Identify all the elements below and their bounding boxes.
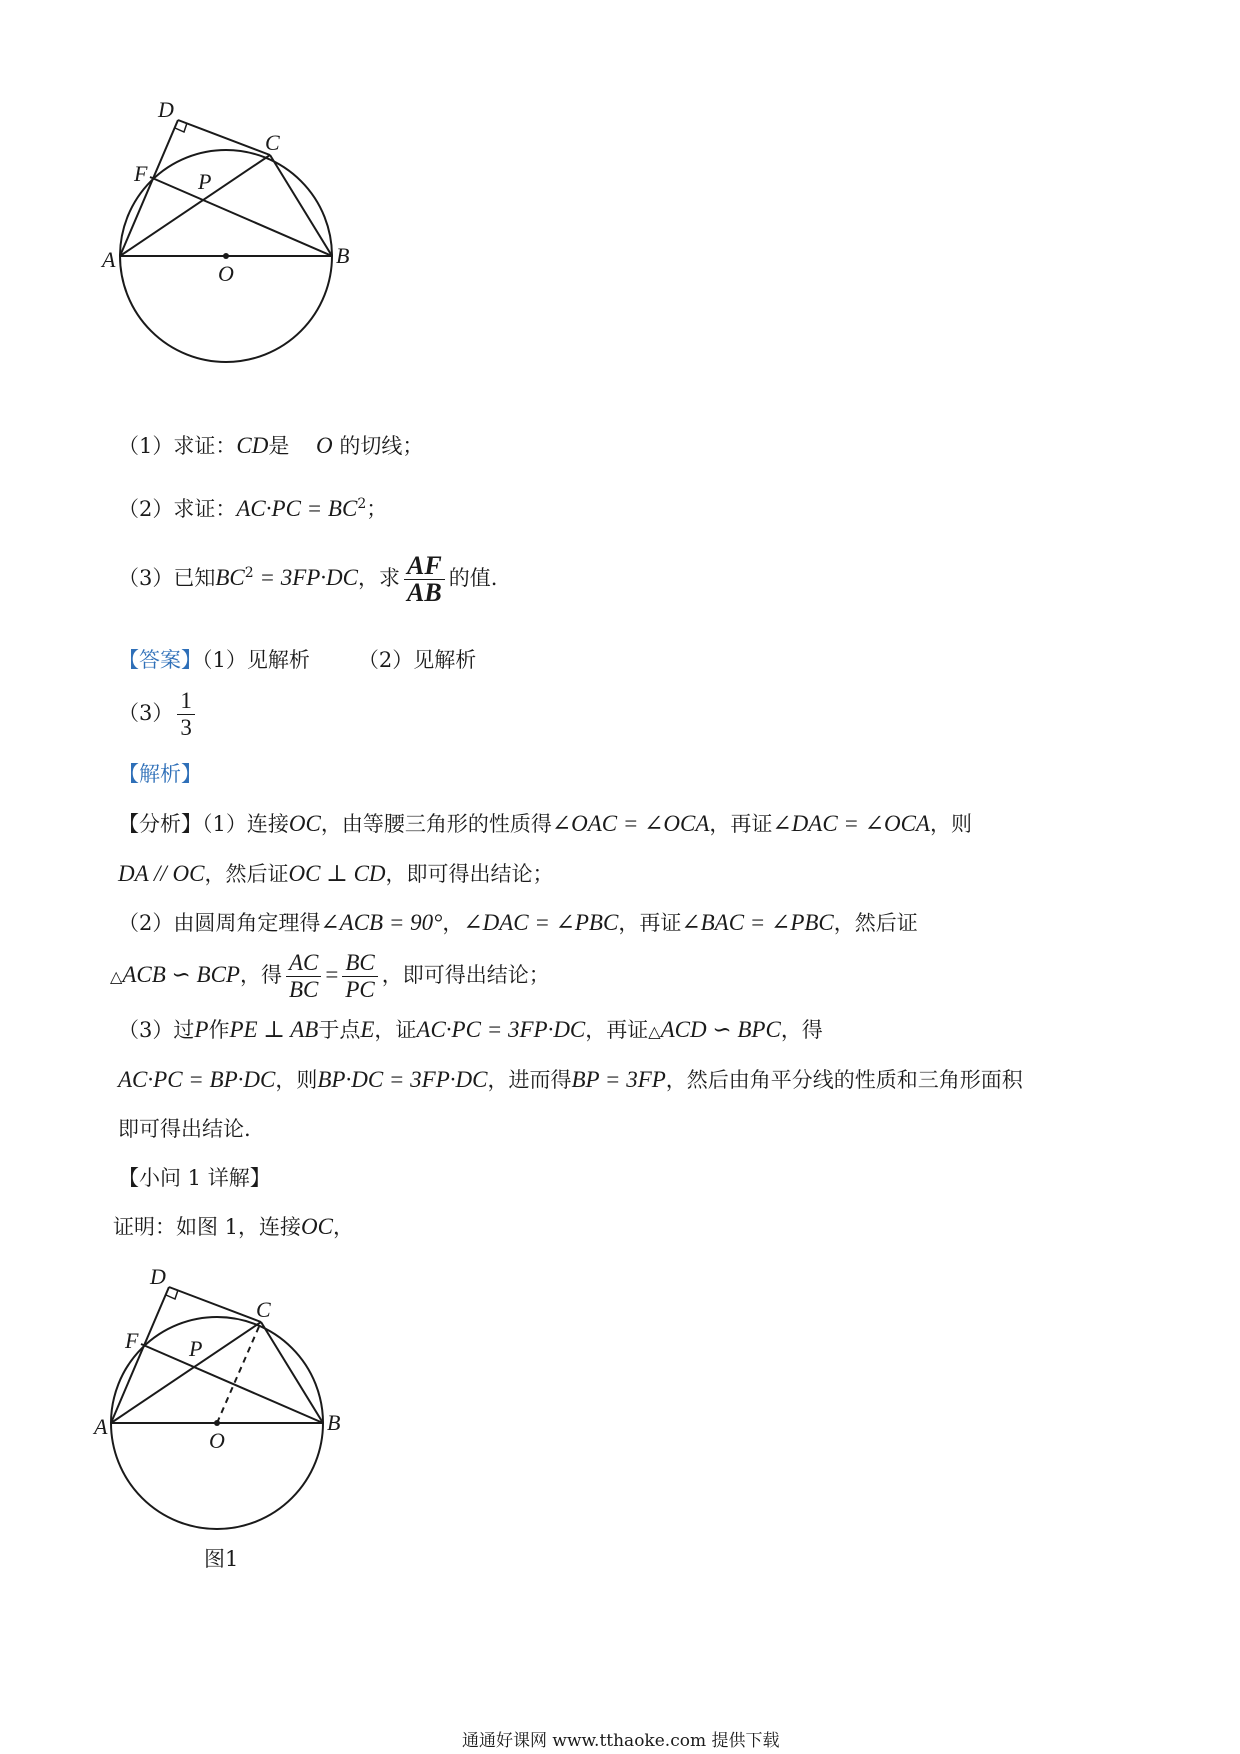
q1-math-o: O (316, 433, 333, 458)
analysis-text: ，然后由角平分线的性质和三角形面积 (665, 1068, 1023, 1092)
analysis-line-5 (118, 1016, 823, 1046)
analysis-text: ，再证 (618, 911, 682, 935)
label-d: D (158, 97, 174, 122)
analysis-math: P (194, 1017, 209, 1042)
q1-suffix: 的切线； (339, 434, 424, 458)
analysis-fraction-2 (342, 950, 377, 1003)
q3-math-b: = 3FP·DC (253, 565, 359, 590)
geometry-figure-1 (94, 1262, 420, 1582)
proof-math: OC (301, 1214, 333, 1239)
analysis-math: PE ⊥ AB (229, 1017, 319, 1042)
proof-line (113, 1213, 354, 1241)
label-p: P (198, 169, 212, 194)
label-a: A (102, 247, 116, 272)
q1-mid: 是 (268, 434, 290, 458)
analysis-math: OC ⊥ CD (288, 861, 386, 886)
analysis-text: 于点 (318, 1018, 361, 1042)
answer-frac-num: 1 (177, 688, 195, 715)
analysis-math: ∠BAC = ∠PBC (681, 910, 834, 935)
analysis-math: ∠DAC = ∠OCA (772, 811, 930, 836)
analysis-math: ACB ∽ BCP (122, 962, 240, 987)
analysis-text: ， (442, 911, 464, 935)
q3-mid: ，求 (358, 566, 401, 590)
label-f: F (125, 1328, 139, 1353)
answer-part2: （2）见解析 (357, 648, 477, 672)
q2-sup: 2 (357, 496, 367, 512)
detail-heading: 【小问 1 详解】 (118, 1166, 271, 1190)
analysis-text: ，证 (374, 1018, 417, 1042)
q3-frac-den: AB (407, 578, 442, 607)
analysis-text: ，则 (929, 812, 972, 836)
q3-frac-num: AF (404, 553, 445, 580)
frac-den: PC (345, 977, 375, 1002)
analysis-math: DA // OC (118, 861, 205, 886)
footer-text: 通通好课网 www.tthaoke.com 提供下载 (462, 1731, 780, 1751)
label-b: B (336, 243, 350, 268)
segment-cb (261, 1322, 323, 1423)
analysis-line-7: 即可得出结论. (118, 1117, 251, 1141)
center-dot (223, 253, 229, 259)
analysis-math: BP = 3FP (571, 1067, 666, 1092)
q1-math-cd: CD (236, 433, 269, 458)
q3-prefix: （3）已知 (118, 566, 216, 590)
q2-prefix: （2）求证： (118, 497, 237, 521)
analysis-math: ∠DAC = ∠PBC (463, 910, 619, 935)
analysis-math: AC·PC = BP·DC (118, 1067, 276, 1092)
analysis-text: （3）过 (118, 1018, 195, 1042)
q1-prefix: （1）求证： (118, 434, 237, 458)
answer-part1: （1）见解析 (202, 648, 310, 672)
answer-part3 (118, 688, 199, 741)
frac-den: BC (288, 977, 319, 1002)
frac-num: BC (342, 950, 377, 977)
analysis-text: ，得 (239, 963, 282, 987)
analysis-math: BP·DC = 3FP·DC (317, 1067, 488, 1092)
analysis-text: 【分析】（1）连接 (118, 812, 289, 836)
figure-caption: 图1 (204, 1547, 239, 1571)
label-p: P (189, 1336, 203, 1361)
center-dot (214, 1420, 220, 1426)
analysis-text: ，再证 (709, 812, 773, 836)
q3-sup: 2 (244, 565, 254, 581)
analysis-text: ，得 (780, 1018, 823, 1042)
label-d: D (150, 1264, 166, 1289)
analysis-text: ，即可得出结论； (381, 963, 550, 987)
proof-text: ， (333, 1215, 354, 1239)
q2-math: AC·PC = BC (236, 496, 358, 521)
label-o: O (209, 1428, 225, 1453)
answer-frac-den: 3 (180, 715, 192, 740)
q3-fraction (404, 553, 445, 606)
analysis-line-4 (110, 950, 550, 1003)
analysis-math: ∠OAC = ∠OCA (551, 811, 710, 836)
equals-sign: = (325, 962, 339, 987)
q3-suffix: 的值. (448, 566, 498, 590)
label-a: A (94, 1414, 108, 1439)
answer-tag: 【答案】 (118, 648, 202, 672)
analysis-text: ，即可得出结论； (385, 862, 554, 886)
analysis-math: OC (288, 811, 321, 836)
analysis-fraction-1 (286, 950, 321, 1003)
analysis-text: ，由等腰三角形的性质得 (320, 812, 552, 836)
analysis-math: ∠ACB = 90° (320, 910, 443, 935)
question-2 (118, 490, 387, 523)
analysis-text: 作 (208, 1018, 230, 1042)
analysis-math: AC·PC = 3FP·DC (416, 1017, 586, 1042)
analysis-text: ，然后证 (204, 862, 289, 886)
frac-num: AC (286, 950, 321, 977)
analysis-math: ACD ∽ BPC (660, 1017, 781, 1042)
analysis-text: （2）由圆周角定理得 (118, 911, 321, 935)
analysis-text: ，则 (275, 1068, 318, 1092)
analysis-math: E (360, 1017, 375, 1042)
label-o: O (218, 261, 234, 286)
analysis-line-1 (118, 810, 972, 838)
analysis-line-3 (118, 909, 918, 937)
analysis-text: ，再证 (585, 1018, 649, 1042)
analysis-text: ，进而得 (487, 1068, 572, 1092)
analysis-line-6 (118, 1066, 1023, 1094)
answer-fraction (177, 688, 195, 741)
answer-line (118, 646, 476, 674)
label-f: F (134, 161, 148, 186)
q2-suffix: ； (366, 497, 388, 521)
analysis-tag: 【解析】 (118, 762, 202, 786)
question-1 (118, 432, 423, 460)
label-b: B (327, 1410, 341, 1435)
proof-text: 证明：如图 1，连接 (113, 1215, 302, 1239)
question-3 (118, 553, 497, 606)
label-c: C (265, 130, 280, 155)
triangle-mark: △ (648, 1022, 661, 1041)
geometry-figure-top (100, 95, 420, 415)
segment-cb (270, 155, 332, 256)
triangle-mark: △ (110, 967, 123, 986)
analysis-text: ，然后证 (833, 911, 918, 935)
answer-part3-prefix: （3） (118, 701, 174, 725)
label-c: C (256, 1297, 271, 1322)
analysis-line-2 (118, 860, 554, 888)
q3-math-a: BC (215, 565, 245, 590)
